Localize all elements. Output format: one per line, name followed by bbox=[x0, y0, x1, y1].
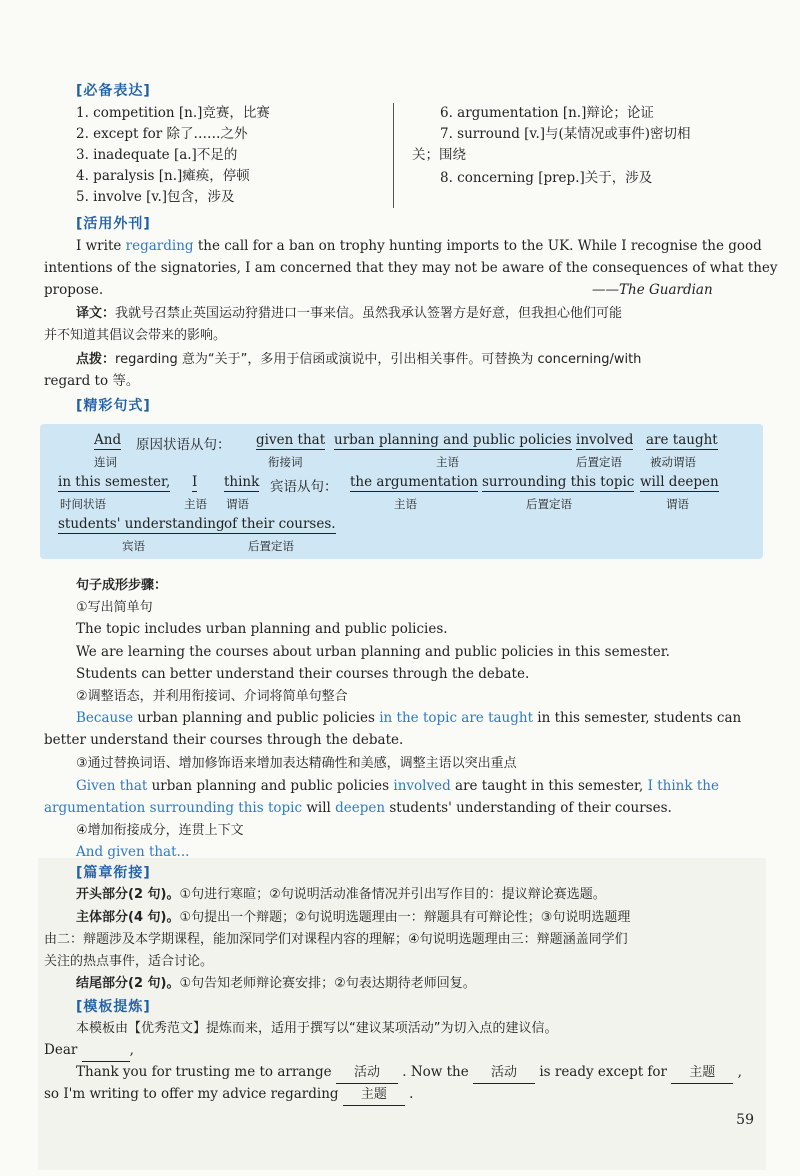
tip-label: 点拨： bbox=[76, 352, 116, 367]
step-1-heading: ①写出简单句 bbox=[76, 600, 153, 615]
analysis-word: given that bbox=[256, 432, 326, 448]
vocab-item: 5. involve [v.]包含，涉及 bbox=[76, 189, 235, 205]
vocab-item: 6. argumentation [n.]辩论；论证 bbox=[440, 105, 654, 121]
analysis-label: 后置定语 bbox=[576, 455, 622, 469]
analysis-word: think bbox=[224, 474, 260, 490]
chapter-body-line-1 bbox=[76, 907, 630, 928]
analysis-word: I bbox=[192, 474, 198, 490]
step-text: in this semester, students can bbox=[533, 710, 742, 726]
vocab-item: 8. concerning [prep.]关于，涉及 bbox=[440, 170, 653, 186]
translation-label: 译文： bbox=[76, 306, 116, 321]
template-fill-blank: 主题 bbox=[343, 1084, 405, 1106]
step-text: will bbox=[302, 800, 336, 816]
step-4-sentence: And given that... bbox=[76, 844, 190, 860]
analysis-word: And bbox=[94, 432, 122, 448]
analysis-label: 主语 bbox=[436, 455, 459, 469]
translation-line-1 bbox=[76, 303, 622, 324]
step-3-line-2 bbox=[44, 798, 672, 819]
chapter-text: ①句提出一个辩题；②句说明选题理由一：辩题具有可辩论性；③句说明选题理 bbox=[179, 910, 631, 925]
step-2-line-2: better understand their courses through the debate. bbox=[44, 732, 404, 748]
tip-text: regarding 意为“关于”，多用于信函或演说中，引出相关事件。可替换为 concerning/with bbox=[115, 352, 642, 367]
passage-line-1 bbox=[76, 236, 762, 257]
step-4-heading: ④增加衔接成分，连贯上下文 bbox=[76, 823, 244, 838]
analysis-word: the argumentation bbox=[350, 474, 478, 490]
passage-line-2: intentions of the signatories, I am concerned that they may not be aware of the consequences of what they bbox=[44, 260, 778, 276]
chapter-opening bbox=[76, 884, 606, 905]
highlight-word: Because bbox=[76, 710, 134, 726]
highlight-word: regarding bbox=[125, 238, 194, 254]
template-intro: 本模板由【优秀范文】提炼而来，适用于撰写以“建议某项活动”为切入点的建议信。 bbox=[76, 1021, 558, 1036]
column-divider bbox=[393, 103, 394, 208]
analysis-word: in this semester, bbox=[58, 474, 171, 490]
tip-line-2: regard to 等。 bbox=[44, 373, 140, 389]
step-1-sentence: The topic includes urban planning and public policies. bbox=[76, 621, 448, 637]
analysis-label: 被动谓语 bbox=[650, 455, 696, 469]
highlight-word: argumentation surrounding this topic bbox=[44, 800, 303, 816]
section-essential-title: [必备表达] bbox=[76, 83, 151, 99]
analysis-word: surrounding this topic bbox=[482, 474, 635, 490]
analysis-word: urban planning and public policies bbox=[334, 432, 572, 448]
step-3-heading: ③通过替换词语、增加修饰语来增加表达精确性和美感，调整主语以突出重点 bbox=[76, 756, 517, 771]
chapter-body-line-2: 由二：辩题涉及本学期课程，能加深同学们对课程内容的理解；④句说明选题理由三：辩题涵盖同学们 bbox=[44, 932, 628, 947]
steps-title: 句子成形步骤： bbox=[76, 578, 168, 593]
comma: , bbox=[129, 1042, 134, 1058]
step-text: students' understanding of their courses. bbox=[385, 800, 672, 816]
analysis-label: 谓语 bbox=[666, 497, 689, 511]
vocab-item: 关；围绕 bbox=[412, 147, 466, 163]
translation-line-2: 并不知道其倡议会带来的影响。 bbox=[44, 328, 227, 343]
passage-text: I write bbox=[76, 238, 126, 254]
passage-text: the call for a ban on trophy hunting imports to the UK. While I recognise the good bbox=[193, 238, 762, 254]
analysis-label: 后置定语 bbox=[248, 539, 294, 553]
highlight-word: Given that bbox=[76, 778, 148, 794]
highlight-word: I think the bbox=[647, 778, 719, 794]
chapter-ending bbox=[76, 973, 476, 994]
analysis-label: 连词 bbox=[94, 455, 117, 469]
vocab-item: 1. competition [n.]竞赛，比赛 bbox=[76, 105, 270, 121]
passage-source: ——The Guardian bbox=[592, 282, 713, 298]
step-2-line-1 bbox=[76, 708, 741, 729]
highlight-word: in the topic are taught bbox=[379, 710, 534, 726]
template-salutation bbox=[44, 1040, 134, 1062]
section-chapter-title: [篇章衔接] bbox=[76, 865, 151, 881]
chapter-label: 结尾部分(2 句)。 bbox=[76, 976, 180, 991]
template-text: . Now the bbox=[402, 1064, 469, 1080]
chapter-body-line-3: 关注的热点事件，适合讨论。 bbox=[44, 954, 214, 969]
vocab-item: 2. except for 除了……之外 bbox=[76, 126, 248, 142]
template-text: , bbox=[737, 1064, 742, 1080]
template-line-1 bbox=[76, 1062, 742, 1084]
step-text: are taught in this semester, bbox=[450, 778, 648, 794]
vocab-item: 3. inadequate [a.]不足的 bbox=[76, 147, 238, 163]
translation-text: 我就号召禁止英国运动狩猎进口一事来信。虽然我承认签署方是好意，但我担心他们可能 bbox=[115, 306, 623, 321]
analysis-label: 衔接词 bbox=[268, 455, 303, 469]
analysis-word: students' understanding bbox=[58, 516, 225, 532]
analysis-label: 时间状语 bbox=[60, 497, 106, 511]
template-text: so I'm writing to offer my advice regarding bbox=[44, 1086, 339, 1102]
analysis-clause: 原因状语从句： bbox=[136, 437, 231, 453]
analysis-label: 谓语 bbox=[226, 497, 249, 511]
template-fill-blank: 主题 bbox=[671, 1062, 733, 1084]
step-3-line-1 bbox=[76, 776, 719, 797]
blank-line bbox=[82, 1040, 130, 1062]
template-text: is ready except for bbox=[539, 1064, 668, 1080]
template-fill-blank: 活动 bbox=[473, 1062, 535, 1084]
section-live-title: [活用外刊] bbox=[76, 216, 151, 232]
highlight-word: deepen bbox=[335, 800, 386, 816]
sentence-analysis-box bbox=[40, 424, 763, 559]
template-text: . bbox=[409, 1086, 414, 1102]
chapter-text: ①句告知老师辩论赛安排；②句表达期待老师回复。 bbox=[179, 976, 476, 991]
analysis-label: 后置定语 bbox=[526, 497, 572, 511]
step-2-heading: ②调整语态，并利用衔接词、介词将简单句整合 bbox=[76, 689, 348, 704]
chapter-label: 开头部分(2 句)。 bbox=[76, 887, 180, 902]
analysis-label: 宾语 bbox=[122, 539, 145, 553]
analysis-label: 主语 bbox=[394, 497, 417, 511]
analysis-word: are taught bbox=[646, 432, 718, 448]
template-line-2 bbox=[44, 1084, 413, 1106]
step-1-sentence: We are learning the courses about urban planning and public policies in this semester. bbox=[76, 644, 670, 660]
vocab-item: 4. paralysis [n.]瘫痪，停顿 bbox=[76, 168, 250, 184]
section-sentence-title: [精彩句式] bbox=[76, 398, 151, 414]
analysis-clause: 宾语从句： bbox=[270, 479, 338, 495]
step-1-sentence: Students can better understand their courses through the debate. bbox=[76, 666, 530, 682]
chapter-label: 主体部分(4 句)。 bbox=[76, 910, 180, 925]
analysis-word: will deepen bbox=[640, 474, 719, 490]
passage-line-3: propose. bbox=[44, 282, 104, 298]
step-text: urban planning and public policies bbox=[147, 778, 394, 794]
vocab-item: 7. surround [v.]与(某情况或事件)密切相 bbox=[440, 126, 691, 142]
chapter-text: ①句进行寒暄；②句说明活动准备情况并引出写作目的：提议辩论赛选题。 bbox=[179, 887, 606, 902]
page-number: 59 bbox=[736, 1112, 754, 1128]
template-text: Thank you for trusting me to arrange bbox=[76, 1064, 332, 1080]
template-fill-blank: 活动 bbox=[336, 1062, 398, 1084]
tip-line-1 bbox=[76, 349, 641, 370]
section-template-title: [模板提炼] bbox=[76, 999, 151, 1015]
step-text: urban planning and public policies bbox=[133, 710, 380, 726]
analysis-word: of their courses. bbox=[224, 516, 336, 532]
highlight-word: involved bbox=[393, 778, 451, 794]
dear-text: Dear bbox=[44, 1042, 78, 1058]
analysis-word: involved bbox=[576, 432, 634, 448]
analysis-label: 主语 bbox=[184, 497, 207, 511]
